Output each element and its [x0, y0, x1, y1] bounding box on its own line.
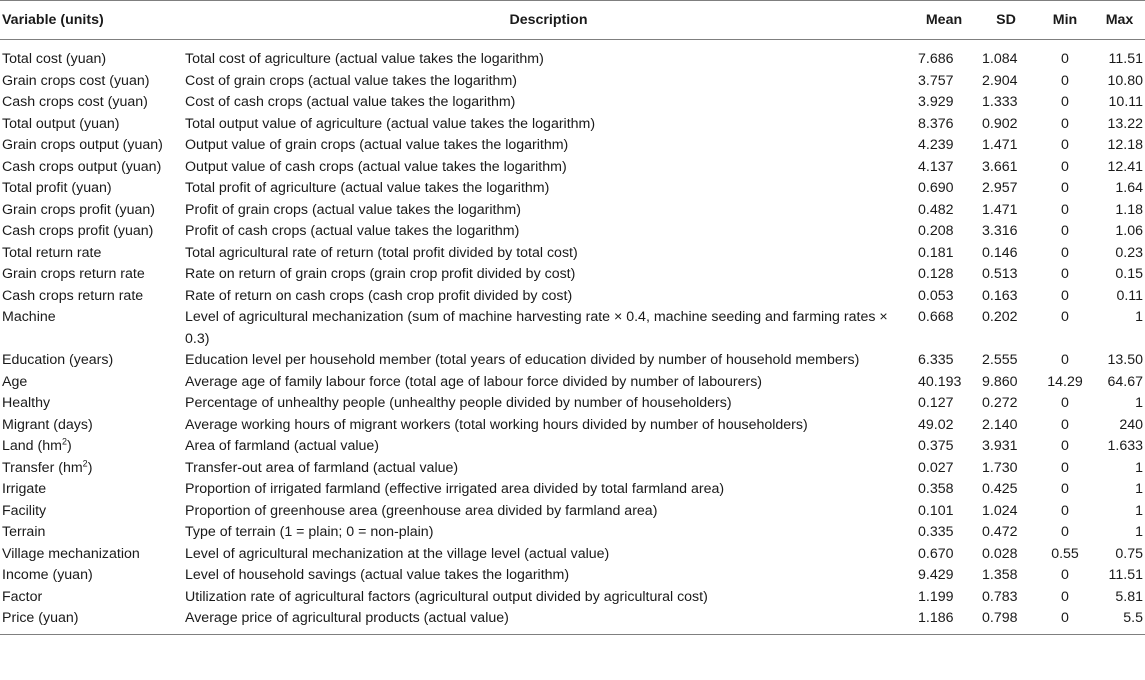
cell-sd: 0.272 — [982, 395, 1018, 411]
variable-label: Education (years) — [2, 352, 114, 368]
cell-min: 0 — [1061, 72, 1069, 89]
cell-max: 1 — [1135, 459, 1143, 476]
variable-label-end: ) — [87, 459, 93, 476]
cell-mean: 4.239 — [918, 137, 954, 153]
cell-min: 0 — [1061, 223, 1069, 239]
cell-mean: 0.358 — [918, 481, 954, 497]
cell-sd: 0.783 — [982, 588, 1018, 605]
variable-label: Facility — [2, 502, 47, 519]
cell-sd: 0.202 — [982, 309, 1018, 325]
cell-variable — [0, 92, 185, 114]
cell-sd: 1.471 — [982, 137, 1018, 153]
cell-description: Area of farmland (actual value) — [185, 438, 379, 454]
cell-description: Education level per household member (total years of education divided by number of household members) — [185, 352, 860, 368]
cell-mean: 3.929 — [918, 94, 954, 110]
cell-max: 13.22 — [1107, 115, 1143, 132]
cell-sd: 3.661 — [982, 158, 1018, 175]
variable-label: Land (hm — [2, 438, 62, 454]
cell-sd: 1.358 — [982, 567, 1018, 583]
cell-mean: 4.137 — [918, 158, 954, 175]
cell-description: Average working hours of migrant workers (total working hours divided by number of householders) — [185, 416, 808, 433]
cell-variable — [0, 178, 185, 200]
cell-description: Type of terrain (1 = plain; 0 = non-plain) — [185, 524, 434, 540]
cell-min: 0 — [1061, 416, 1069, 433]
cell-variable — [0, 501, 185, 523]
cell-description: Output value of cash crops (actual value takes the logarithm) — [185, 158, 567, 175]
cell-mean: 8.376 — [918, 115, 954, 132]
cell-description: Profit of cash crops (actual value takes the logarithm) — [185, 223, 520, 239]
cell-max: 0.75 — [1115, 545, 1143, 562]
cell-min: 0 — [1061, 137, 1069, 153]
cell-variable — [0, 264, 185, 286]
cell-variable — [0, 286, 185, 308]
cell-sd: 2.140 — [982, 416, 1018, 433]
table-row — [0, 157, 1145, 179]
variable-label: Terrain — [2, 524, 46, 540]
cell-mean: 7.686 — [918, 51, 954, 67]
variable-label: Cash crops output (yuan) — [2, 158, 162, 175]
cell-mean: 0.053 — [918, 287, 954, 304]
cell-max: 11.51 — [1108, 567, 1143, 583]
cell-mean: 0.482 — [918, 201, 954, 218]
variable-label: Grain crops cost (yuan) — [2, 72, 150, 89]
cell-sd: 2.957 — [982, 180, 1018, 196]
cell-mean: 40.193 — [918, 373, 962, 390]
cell-variable — [0, 243, 185, 265]
header-mean: Mean — [912, 1, 976, 40]
cell-description: Proportion of irrigated farmland (effective irrigated area divided by total farmland area) — [185, 481, 725, 497]
cell-max: 1 — [1135, 502, 1143, 519]
cell-description: Transfer-out area of farmland (actual value) — [185, 459, 459, 476]
cell-min: 0 — [1061, 395, 1069, 411]
cell-mean: 0.181 — [918, 244, 954, 261]
cell-description: Level of agricultural mechanization (sum of machine harvesting rate × 0.4, machine seeding and farming rates × 0.3) — [185, 309, 888, 347]
header-sd: SD — [976, 1, 1036, 40]
table-row — [0, 221, 1145, 243]
table-row — [0, 372, 1145, 394]
cell-max: 1 — [1135, 309, 1143, 325]
variable-label: Total cost (yuan) — [2, 51, 107, 67]
cell-variable — [0, 479, 185, 501]
variable-label: Transfer (hm — [2, 459, 83, 476]
cell-min: 0 — [1061, 309, 1069, 325]
cell-max: 0.23 — [1115, 244, 1143, 261]
cell-variable — [0, 40, 185, 71]
cell-min: 14.29 — [1047, 373, 1083, 390]
cell-variable — [0, 608, 185, 634]
cell-min: 0 — [1061, 51, 1069, 67]
table-row — [0, 92, 1145, 114]
cell-max: 1 — [1135, 524, 1143, 540]
variable-label-end: ) — [66, 438, 72, 454]
cell-mean: 9.429 — [918, 567, 954, 583]
cell-variable — [0, 436, 185, 458]
cell-sd: 1.730 — [982, 459, 1018, 476]
cell-mean: 3.757 — [918, 72, 954, 89]
table-row — [0, 415, 1145, 437]
unit-superscript: 2 — [61, 436, 67, 447]
table-row — [0, 307, 1145, 350]
cell-variable — [0, 221, 185, 243]
variable-label: Price (yuan) — [2, 610, 79, 626]
cell-mean: 6.335 — [918, 352, 954, 368]
table-header — [0, 1, 1145, 40]
cell-max: 1 — [1135, 481, 1143, 497]
table-row — [0, 264, 1145, 286]
cell-description: Total cost of agriculture (actual value takes the logarithm) — [185, 51, 544, 67]
cell-description: Total profit of agriculture (actual value takes the logarithm) — [185, 180, 550, 196]
cell-description: Rate on return of grain crops (grain crop profit divided by cost) — [185, 266, 576, 282]
cell-mean: 0.208 — [918, 223, 954, 239]
cell-variable — [0, 372, 185, 394]
cell-description: Rate of return on cash crops (cash crop profit divided by cost) — [185, 287, 573, 304]
cell-max: 12.41 — [1107, 158, 1143, 175]
cell-variable — [0, 393, 185, 415]
cell-sd: 1.333 — [982, 94, 1018, 110]
table-row — [0, 479, 1145, 501]
cell-max: 12.18 — [1107, 137, 1143, 153]
cell-sd: 3.316 — [982, 223, 1018, 239]
cell-min: 0 — [1061, 588, 1069, 605]
table-row — [0, 565, 1145, 587]
cell-variable — [0, 135, 185, 157]
cell-description: Level of agricultural mechanization at the village level (actual value) — [185, 545, 610, 562]
cell-mean: 0.335 — [918, 524, 954, 540]
cell-max: 11.51 — [1108, 51, 1143, 67]
table-row — [0, 178, 1145, 200]
cell-mean: 0.027 — [918, 459, 954, 476]
cell-max: 64.67 — [1107, 373, 1143, 390]
cell-description: Cost of grain crops (actual value takes the logarithm) — [185, 72, 517, 89]
cell-sd: 3.931 — [982, 438, 1018, 454]
variable-label: Total profit (yuan) — [2, 180, 112, 196]
cell-min: 0 — [1061, 352, 1069, 368]
cell-min: 0 — [1061, 459, 1069, 476]
cell-max: 5.5 — [1094, 608, 1145, 634]
cell-variable — [0, 114, 185, 136]
table-row — [0, 587, 1145, 609]
cell-mean: 1.199 — [918, 588, 954, 605]
cell-min: 0 — [1061, 481, 1069, 497]
table-row — [0, 544, 1145, 566]
table-row — [0, 243, 1145, 265]
cell-description: Output value of grain crops (actual value takes the logarithm) — [185, 137, 569, 153]
variable-label: Factor — [2, 588, 43, 605]
cell-max: 1.06 — [1115, 223, 1143, 239]
table-row — [0, 286, 1145, 308]
cell-mean: 1.186 — [912, 608, 976, 634]
variable-label: Healthy — [2, 395, 51, 411]
cell-variable — [0, 157, 185, 179]
cell-min: 0 — [1061, 244, 1069, 261]
variable-label: Total return rate — [2, 244, 102, 261]
table-row — [0, 114, 1145, 136]
cell-mean: 0.127 — [918, 395, 954, 411]
cell-min: 0 — [1061, 94, 1069, 110]
cell-max: 0.15 — [1115, 266, 1143, 282]
table-row — [0, 200, 1145, 222]
cell-sd: 1.471 — [982, 201, 1018, 218]
cell-variable — [0, 458, 185, 480]
cell-variable — [0, 350, 185, 372]
cell-description: Total agricultural rate of return (total profit divided by total cost) — [185, 244, 578, 261]
cell-min: 0 — [1061, 201, 1069, 218]
cell-min: 0 — [1061, 502, 1069, 519]
variable-label: Village mechanization — [2, 545, 140, 562]
cell-variable — [0, 587, 185, 609]
variable-label: Income (yuan) — [2, 567, 93, 583]
cell-max: 1 — [1135, 395, 1143, 411]
table-row — [0, 393, 1145, 415]
table-row — [0, 501, 1145, 523]
header-variable: Variable (units) — [0, 1, 185, 40]
cell-max: 0.11 — [1116, 287, 1143, 304]
table-row — [0, 458, 1145, 480]
table-row — [0, 40, 1145, 71]
table-body — [0, 40, 1145, 635]
cell-sd: 0.028 — [982, 545, 1018, 562]
cell-sd: 1.024 — [982, 502, 1018, 519]
table-row — [0, 71, 1145, 93]
cell-description: Average price of agricultural products (actual value) — [185, 608, 912, 634]
header-description: Description — [185, 1, 912, 40]
cell-max: 1.64 — [1115, 180, 1143, 196]
table-row — [0, 135, 1145, 157]
table-row — [0, 522, 1145, 544]
cell-sd: 0.902 — [982, 115, 1018, 132]
cell-sd: 2.555 — [982, 352, 1018, 368]
cell-sd: 1.084 — [982, 51, 1018, 67]
cell-sd: 0.798 — [976, 608, 1036, 634]
variable-label: Total output (yuan) — [2, 115, 120, 132]
cell-mean: 0.375 — [918, 438, 954, 454]
unit-superscript: 2 — [82, 457, 88, 468]
cell-sd: 2.904 — [982, 72, 1018, 89]
cell-mean: 49.02 — [918, 416, 954, 433]
cell-max: 240 — [1119, 416, 1143, 433]
header-row — [0, 1, 1145, 40]
table-row — [0, 436, 1145, 458]
variable-label: Cash crops cost (yuan) — [2, 94, 148, 110]
cell-mean: 0.101 — [918, 502, 954, 519]
cell-max: 13.50 — [1107, 352, 1143, 368]
cell-min: 0 — [1061, 180, 1069, 196]
cell-min: 0 — [1061, 524, 1069, 540]
cell-max: 1.633 — [1107, 438, 1143, 454]
cell-sd: 0.472 — [982, 524, 1018, 540]
variable-label: Grain crops output (yuan) — [2, 137, 163, 153]
cell-variable — [0, 200, 185, 222]
variable-label: Cash crops profit (yuan) — [2, 223, 154, 239]
cell-sd: 9.860 — [982, 373, 1018, 390]
cell-description: Total output value of agriculture (actual value takes the logarithm) — [185, 115, 596, 132]
table-row — [0, 350, 1145, 372]
cell-description: Level of household savings (actual value takes the logarithm) — [185, 567, 570, 583]
cell-mean: 0.690 — [918, 180, 954, 196]
table-row — [0, 608, 1145, 634]
cell-max: 10.11 — [1108, 94, 1143, 110]
variable-label: Migrant (days) — [2, 416, 93, 433]
variable-label: Machine — [2, 309, 56, 325]
cell-sd: 0.513 — [982, 266, 1018, 282]
cell-min: 0 — [1061, 158, 1069, 175]
cell-variable — [0, 522, 185, 544]
cell-variable — [0, 307, 185, 350]
cell-min: 0 — [1061, 115, 1069, 132]
cell-sd: 0.425 — [982, 481, 1018, 497]
variable-label: Age — [2, 373, 28, 390]
cell-mean: 0.668 — [918, 309, 954, 325]
variable-label: Grain crops profit (yuan) — [2, 201, 155, 218]
cell-description: Average age of family labour force (total age of labour force divided by number of labourers) — [185, 373, 763, 390]
cell-min: 0.55 — [1051, 545, 1079, 562]
cell-min: 0 — [1061, 266, 1069, 282]
variable-label: Cash crops return rate — [2, 287, 144, 304]
header-max: Max — [1094, 1, 1145, 40]
cell-max: 5.81 — [1115, 588, 1143, 605]
cell-description: Utilization rate of agricultural factors (agricultural output divided by agricultural cost) — [185, 588, 708, 605]
header-min: Min — [1036, 1, 1094, 40]
cell-description: Cost of cash crops (actual value takes the logarithm) — [185, 94, 516, 110]
cell-min: 0 — [1061, 438, 1069, 454]
cell-min: 0 — [1061, 567, 1069, 583]
variable-label: Irrigate — [2, 481, 47, 497]
cell-min: 0 — [1036, 608, 1094, 634]
cell-description: Percentage of unhealthy people (unhealthy people divided by number of householders) — [185, 395, 732, 411]
cell-max: 1.18 — [1115, 201, 1143, 218]
cell-variable — [0, 415, 185, 437]
cell-description: Proportion of greenhouse area (greenhouse area divided by farmland area) — [185, 502, 658, 519]
cell-variable — [0, 565, 185, 587]
cell-sd: 0.146 — [982, 244, 1018, 261]
cell-min: 0 — [1061, 287, 1069, 304]
cell-mean: 0.670 — [918, 545, 954, 562]
cell-mean: 0.128 — [918, 266, 954, 282]
cell-description: Profit of grain crops (actual value takes the logarithm) — [185, 201, 521, 218]
cell-sd: 0.163 — [982, 287, 1018, 304]
cell-variable — [0, 71, 185, 93]
cell-max: 10.80 — [1107, 72, 1143, 89]
cell-variable — [0, 544, 185, 566]
variable-label: Grain crops return rate — [2, 266, 145, 282]
